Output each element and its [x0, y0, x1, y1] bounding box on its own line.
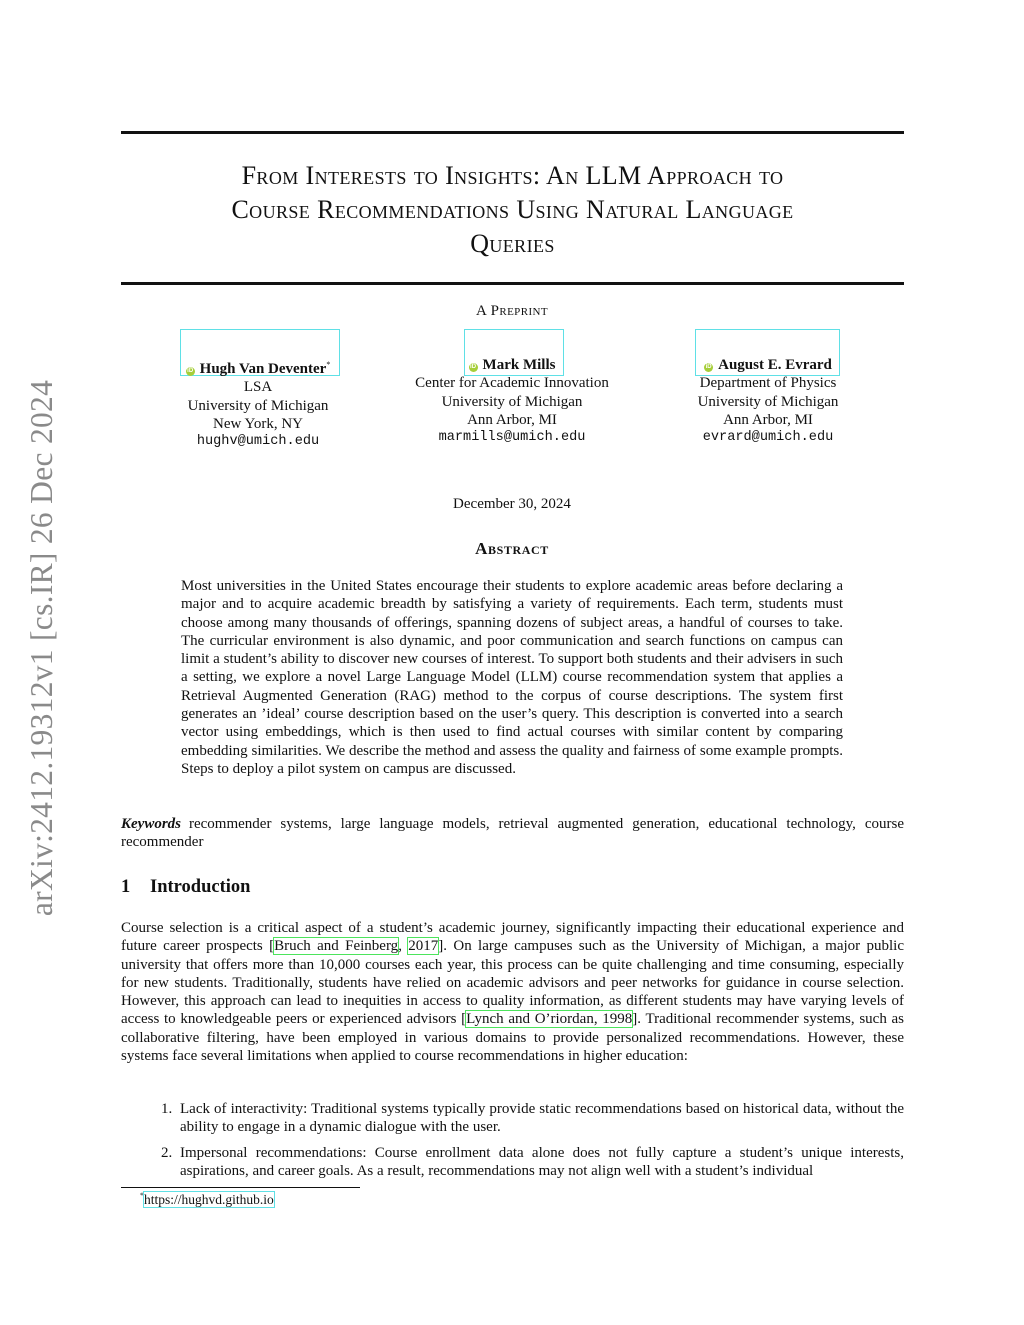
author-affiliation: Center for Academic Innovation [415, 375, 609, 392]
abstract-heading: Abstract [475, 539, 549, 558]
list-item [121, 1100, 904, 1137]
list-number: 2. [161, 1144, 173, 1161]
limitations-list [121, 1100, 904, 1187]
intro-text: ]. Traditional recommender systems, such as collaborative filtering, have been employed in various domains to provide personalized recommendations. However, these systems face several limitations when applied to course recommendations in higher education: [121, 1011, 905, 1065]
author-affiliation: Ann Arbor, MI [467, 411, 557, 428]
author-block [668, 356, 868, 447]
author-affiliation: New York, NY [212, 415, 303, 432]
orcid-icon[interactable]: iD [187, 368, 194, 374]
citation-link[interactable]: 2017 [408, 938, 439, 955]
paper-date: December 30, 2024 [453, 496, 571, 512]
preprint-label: A Preprint [476, 303, 548, 319]
keywords-label: Keywords [121, 816, 181, 832]
title-line: From Interests to Insights: An LLM Approach to [241, 161, 784, 190]
arxiv-identifier: arXiv:2412.19312v1 [cs.IR] 26 Dec 2024 [24, 379, 59, 917]
author-name[interactable]: August E. Evrard [718, 357, 832, 373]
author-affiliation: University of Michigan [187, 397, 329, 414]
intro-text: , [398, 938, 409, 955]
intro-text: Course selection is a critical aspect of a student’s academic journey, significantly impacting their educational experience and future career prospects [ [121, 920, 904, 955]
title-line: Course Recommendations Using Natural Language [231, 195, 794, 224]
footnote-rule [121, 1187, 360, 1188]
author-affiliation: Ann Arbor, MI [723, 411, 813, 428]
title-bottom-rule [121, 282, 904, 285]
paper-title [121, 159, 904, 261]
section-title: Introduction [150, 877, 251, 897]
keywords [121, 815, 904, 852]
list-number: 1. [161, 1101, 173, 1117]
author-email[interactable]: hughv@umich.edu [196, 434, 320, 450]
author-block [392, 356, 632, 447]
footnote [140, 1191, 274, 1208]
citation-link[interactable]: Lynch and O’riordan, 1998 [466, 1011, 633, 1028]
orcid-icon[interactable]: iD [705, 364, 712, 370]
author-name[interactable]: Hugh Van Deventer [199, 361, 327, 377]
orcid-icon[interactable]: iD [470, 364, 477, 370]
footnote-link[interactable]: https://hughvd.github.io [144, 1191, 274, 1207]
intro-text: ]. On large campuses such as the University of Michigan, a major public university that offers more than 10,000 courses each year, this process can be quite challenging and time consuming, especially for new students. Traditionally, students have relied on academic advisors and peer networks for guidance in course selection. However, this approach can lead to inequities in access to quality information, as different students may have varying levels of access to knowledgeable peers or experienced advisors [ [121, 938, 904, 1028]
footnote-mark: * [140, 1191, 144, 1200]
author-affiliation: LSA [243, 379, 273, 396]
list-text: Lack of interactivity: Traditional systems typically provide static recommendations based on historical data, without the ability to engage in a dynamic dialogue with the user. [180, 1101, 904, 1136]
section-number: 1 [121, 877, 131, 897]
abstract-text: Most universities in the United States encourage their students to explore academic areas before declaring a major and to acquire academic breadth by satisfying a variety of requirements. Each term, students must choose among many thousands of offerings, spanning dozens of subject areas, a handful of courses to take. The curricular environment is also dynamic, and poor communication and search functions on campus can limit a student’s ability to discover new courses of interest. To support both students and their advisers in such a setting, we explore a novel Large Language Model (LLM) course recommendation system that applies a Retrieval Augmented Generation (RAG) method to the corpus of course descriptions. The system first generates an ’ideal’ course description based on the user’s query. This description is converted into a search vector using embeddings, which is then used to find actual courses with similar content by comparing embedding similarities. We describe the method and assess the quality and fairness of some example prompts. Steps to deploy a pilot system on campus are discussed. [181, 578, 843, 777]
author-name[interactable]: Mark Mills [482, 357, 556, 373]
list-item [121, 1144, 904, 1181]
footnote-mark: * [326, 360, 331, 369]
author-affiliation: University of Michigan [441, 393, 583, 410]
title-top-rule [121, 131, 904, 134]
title-line: Queries [470, 229, 555, 258]
list-text: Impersonal recommendations: Course enrollment data alone does not fully capture a student’s unique interests, aspirations, and career goals. As a result, recommendations may not align well with a student’s individual [180, 1144, 904, 1179]
section-heading [121, 877, 250, 898]
author-affiliation: University of Michigan [697, 393, 839, 410]
author-email[interactable]: evrard@umich.edu [702, 430, 834, 446]
author-email[interactable]: marmills@umich.edu [438, 430, 586, 446]
author-affiliation: Department of Physics [699, 375, 837, 392]
keywords-text: recommender systems, large language models, retrieval augmented generation, educational technology, course recommender [121, 816, 904, 851]
intro-paragraph [121, 919, 904, 1065]
author-block [158, 356, 358, 451]
citation-link[interactable]: Bruch and Feinberg [274, 938, 399, 955]
